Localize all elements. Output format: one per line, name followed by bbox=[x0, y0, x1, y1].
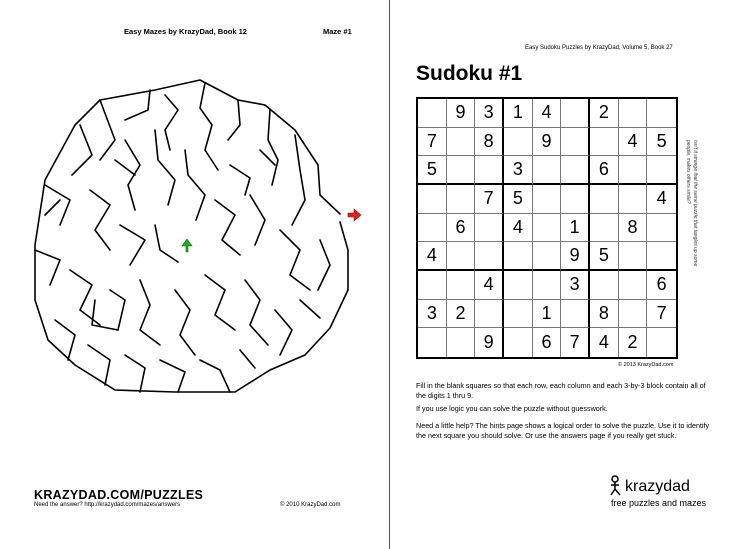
maze-copyright: © 2010 KrazyDad.com bbox=[280, 502, 341, 508]
sudoku-cell[interactable]: 7 bbox=[561, 328, 590, 357]
sudoku-cell[interactable]: 6 bbox=[533, 328, 562, 357]
sudoku-cell[interactable] bbox=[590, 128, 619, 157]
sudoku-cell[interactable] bbox=[590, 271, 619, 300]
sudoku-cell[interactable] bbox=[533, 242, 562, 271]
sudoku-cell[interactable] bbox=[504, 242, 533, 271]
sudoku-cell[interactable] bbox=[475, 156, 504, 185]
sudoku-cell[interactable]: 4 bbox=[533, 99, 562, 128]
sudoku-cell[interactable]: 5 bbox=[504, 185, 533, 214]
sudoku-cell[interactable] bbox=[561, 99, 590, 128]
sudoku-cell[interactable] bbox=[447, 242, 476, 271]
sudoku-cell[interactable] bbox=[590, 214, 619, 243]
sudoku-cell[interactable] bbox=[619, 185, 648, 214]
sudoku-cell[interactable]: 2 bbox=[447, 300, 476, 329]
sudoku-cell[interactable] bbox=[447, 185, 476, 214]
sudoku-cell[interactable] bbox=[418, 271, 447, 300]
sudoku-cell[interactable]: 6 bbox=[447, 214, 476, 243]
sudoku-cell[interactable] bbox=[447, 271, 476, 300]
sudoku-instructions: Fill in the blank squares so that each row, each column and each 3-by-3 block contain all of the digits 1 thru 9. bbox=[416, 381, 706, 400]
sudoku-cell[interactable]: 4 bbox=[619, 128, 648, 157]
sudoku-cell[interactable] bbox=[475, 242, 504, 271]
sudoku-cell[interactable] bbox=[619, 300, 648, 329]
sudoku-cell[interactable] bbox=[418, 99, 447, 128]
sudoku-cell[interactable]: 4 bbox=[590, 328, 619, 357]
krazydad-logo-tagline: free puzzles and mazes bbox=[611, 498, 707, 508]
sudoku-cell[interactable]: 4 bbox=[504, 214, 533, 243]
sudoku-cell[interactable] bbox=[475, 300, 504, 329]
sudoku-cell[interactable] bbox=[561, 128, 590, 157]
sudoku-cell[interactable]: 9 bbox=[447, 99, 476, 128]
sudoku-cell[interactable]: 6 bbox=[590, 156, 619, 185]
maze-start-icon bbox=[182, 239, 192, 252]
sudoku-cell[interactable]: 2 bbox=[590, 99, 619, 128]
sudoku-copyright: © 2013 KrazyDad.com bbox=[618, 362, 674, 368]
sudoku-cell[interactable]: 7 bbox=[418, 128, 447, 157]
sudoku-side-note: Isn't it strange that the same puzzle that tangles up some people, makes others smile? bbox=[685, 140, 698, 267]
krazydad-logo-icon bbox=[608, 474, 624, 496]
sudoku-cell[interactable] bbox=[533, 185, 562, 214]
sudoku-cell[interactable] bbox=[475, 214, 504, 243]
sudoku-cell[interactable]: 4 bbox=[418, 242, 447, 271]
sudoku-cell[interactable]: 9 bbox=[561, 242, 590, 271]
sudoku-cell[interactable]: 9 bbox=[533, 128, 562, 157]
sudoku-cell[interactable] bbox=[647, 156, 676, 185]
sudoku-cell[interactable]: 3 bbox=[561, 271, 590, 300]
sudoku-logic-note: If you use logic you can solve the puzzle without guesswork. bbox=[416, 404, 608, 413]
sudoku-cell[interactable] bbox=[647, 328, 676, 357]
sudoku-cell[interactable]: 4 bbox=[475, 271, 504, 300]
sudoku-cell[interactable]: 8 bbox=[619, 214, 648, 243]
sudoku-cell[interactable]: 3 bbox=[418, 300, 447, 329]
sudoku-cell[interactable] bbox=[647, 242, 676, 271]
sudoku-cell[interactable] bbox=[647, 214, 676, 243]
sudoku-cell[interactable] bbox=[504, 328, 533, 357]
maze-walls bbox=[35, 80, 348, 392]
sudoku-cell[interactable]: 4 bbox=[647, 185, 676, 214]
maze-answer-link: Need the answer? http://krazydad.com/mazes/answers bbox=[34, 502, 181, 508]
sudoku-cell[interactable] bbox=[619, 99, 648, 128]
sudoku-cell[interactable] bbox=[418, 185, 447, 214]
sudoku-cell[interactable] bbox=[561, 156, 590, 185]
sudoku-cell[interactable] bbox=[590, 185, 619, 214]
sudoku-cell[interactable]: 7 bbox=[647, 300, 676, 329]
sudoku-cell[interactable] bbox=[561, 185, 590, 214]
sudoku-cell[interactable] bbox=[647, 99, 676, 128]
sudoku-cell[interactable]: 5 bbox=[647, 128, 676, 157]
sudoku-cell[interactable] bbox=[533, 214, 562, 243]
sudoku-cell[interactable]: 5 bbox=[590, 242, 619, 271]
sudoku-cell[interactable] bbox=[619, 271, 648, 300]
sudoku-cell[interactable]: 5 bbox=[418, 156, 447, 185]
sudoku-grid bbox=[416, 97, 678, 359]
sudoku-cell[interactable]: 9 bbox=[475, 328, 504, 357]
sudoku-cell[interactable]: 2 bbox=[619, 328, 648, 357]
sudoku-cell[interactable] bbox=[504, 300, 533, 329]
sudoku-cell[interactable]: 3 bbox=[504, 156, 533, 185]
maze-book-title: Easy Mazes by KrazyDad, Book 12 bbox=[124, 27, 247, 36]
krazydad-puzzles-url: KRAZYDAD.COM/PUZZLES bbox=[34, 488, 204, 502]
sudoku-page bbox=[390, 0, 737, 549]
sudoku-cell[interactable]: 1 bbox=[533, 300, 562, 329]
sudoku-cell[interactable] bbox=[619, 242, 648, 271]
sudoku-cell[interactable] bbox=[447, 128, 476, 157]
sudoku-cell[interactable]: 3 bbox=[475, 99, 504, 128]
sudoku-cell[interactable]: 6 bbox=[647, 271, 676, 300]
sudoku-cell[interactable] bbox=[504, 128, 533, 157]
sudoku-cell[interactable] bbox=[447, 328, 476, 357]
sudoku-cell[interactable]: 7 bbox=[475, 185, 504, 214]
maze-end-icon bbox=[348, 209, 361, 221]
sudoku-cell[interactable]: 8 bbox=[475, 128, 504, 157]
sudoku-book-title: Easy Sudoku Puzzles by KrazyDad, Volume 5, Book 27 bbox=[525, 45, 673, 51]
sudoku-cell[interactable] bbox=[561, 300, 590, 329]
sudoku-cell[interactable] bbox=[504, 271, 533, 300]
sudoku-hints-note: Need a little help? The hints page shows a logical order to solve the puzzle. Use it to identify the next square you should solve. Or use the answers page if you really get stuck. bbox=[416, 421, 710, 440]
sudoku-cell[interactable] bbox=[533, 156, 562, 185]
sudoku-cell[interactable] bbox=[418, 214, 447, 243]
krazydad-logo-word: krazydad bbox=[625, 478, 690, 495]
sudoku-cell[interactable] bbox=[619, 156, 648, 185]
sudoku-cell[interactable]: 1 bbox=[504, 99, 533, 128]
sudoku-cell[interactable] bbox=[418, 328, 447, 357]
sudoku-title: Sudoku #1 bbox=[416, 62, 523, 85]
sudoku-cell[interactable] bbox=[447, 156, 476, 185]
sudoku-cell[interactable]: 1 bbox=[561, 214, 590, 243]
sudoku-cell[interactable] bbox=[533, 271, 562, 300]
sudoku-cell[interactable]: 8 bbox=[590, 300, 619, 329]
maze-number: Maze #1 bbox=[323, 27, 352, 36]
